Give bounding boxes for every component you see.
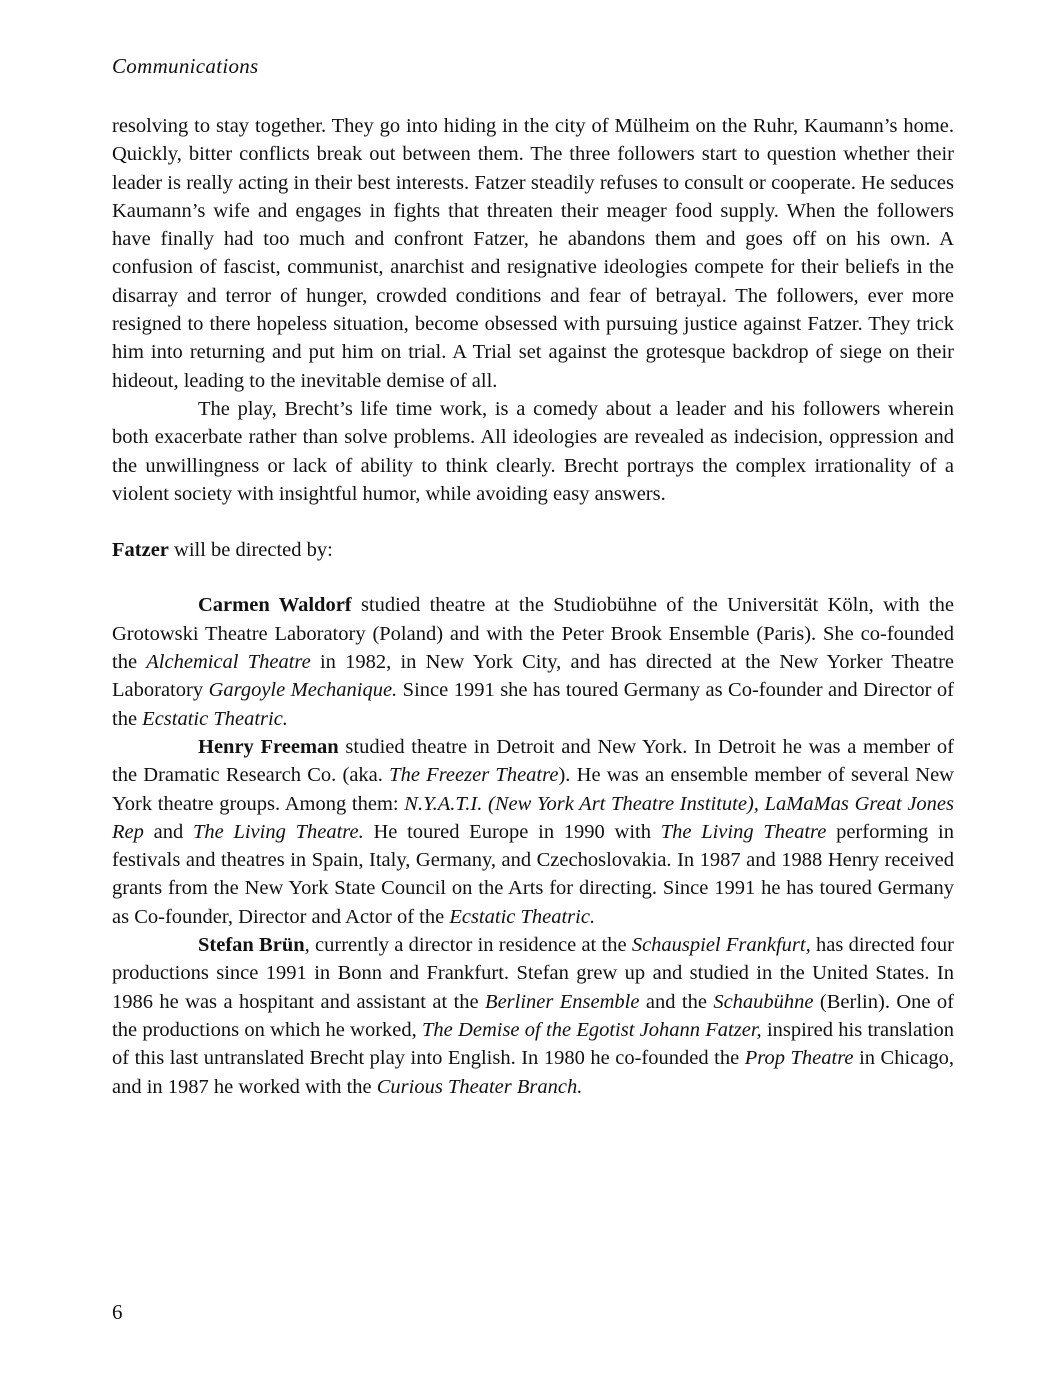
company-name: The Freezer Theatre [389,764,559,787]
bio-text: Since 1991 she has toured Germany as Co-founder and Director of the [112,679,954,730]
company-name: Ecstatic Theatric. [449,905,596,928]
company-name: Schauspiel Frankfurt, [631,934,811,957]
company-name: Prop Theatre [744,1047,854,1070]
bio-carmen-waldorf [112,591,954,732]
bio-text: inspired his translation of this last untranslated Brecht play into English. In 1980 he co-founded the [112,1018,954,1070]
bio-text: ). He was an ensemble member of several New York theatre groups. Among them: [112,764,954,815]
bio-text: studied theatre at the Studiobühne of the Universität Köln, with the Grotowski Theatre Laboratory (Poland) and with the Peter Brook Ensemble (Paris). She co-founded the [112,594,954,674]
bio-text: (Berlin). One of the productions on which he worked, [112,990,954,1041]
bio-text: and [143,820,193,843]
directed-by-heading [112,536,954,564]
company-name: Ecstatic Theatric. [142,707,288,730]
synopsis-paragraph-2: The play, Brecht’s life time work, is a comedy about a leader and his followers wherein both exacerbate rather than solve problems. All ideologies are revealed as indecision, oppression and the unwillingness or lack of ability to think clearly. Brecht portrays the complex irrationality of a violent society with insightful humor, while avoiding easy answers. [112,397,954,505]
production-title: The Demise of the Egotist Johann Fatzer, [422,1018,762,1041]
play-title: Fatzer [112,539,169,562]
running-head: Communications [112,54,259,78]
bio-text: in 1982, in New York City, and has directed at the New Yorker Theatre Laboratory [112,651,954,702]
company-name: Berliner Ensemble [485,990,640,1013]
company-name: Schaubühne [713,990,814,1013]
directed-by-text: will be directed by: [168,539,333,562]
production-title: Gargoyle Mechanique. [208,679,398,702]
paragraph-gap [112,508,954,536]
synopsis-paragraph-1: resolving to stay together. They go into hiding in the city of Mülheim on the Ruhr, Kaumann’s home. Quickly, bitter conflicts break out between them. The three followers start to question whether their leader is really acting in their best interests. Fatzer steadily refuses to consult or cooperate. He seduces Kaumann’s wife and engages in fights that threaten their meager food supply. When the followers have finally had too much and confront Fatzer, he abandons them and goes off on his own. A confusion of fascist, communist, anarchist and resignative ideologies compete for their beliefs in the disarray and terror of hunger, crowded conditions and fear of betrayal. The followers, ever more resigned to there hopeless situation, become obsessed with pursuing justice against Fatzer. They trick him into returning and put him on trial. A Trial set against the grotesque backdrop of siege on their hideout, leading to the inevitable demise of all. [112,115,954,392]
bio-text: , currently a director in residence at the [304,934,632,957]
bio-text: and the [639,990,714,1013]
company-name: N.Y.A.T.I. (New York Art Theatre Institute), LaMaMas Great Jones Rep [112,792,954,843]
bio-text: performing in festivals and theatres in Spain, Italy, Germany, and Czechoslovakia. In 1987 and 1988 Henry received grants from the New York State Council on the Arts for directing. Since 1991 he has toured Germany as Co-founder, Director and Actor of the [112,820,954,928]
bio-stefan-bruen [112,931,954,1101]
paragraph-gap [112,564,954,591]
page-number: 6 [112,1300,123,1324]
bio-text: He toured Europe in 1990 with [363,820,661,843]
body-text [112,112,954,1101]
company-name: Alchemical Theatre [146,651,311,674]
company-name: The Living Theatre [660,820,827,843]
company-name: Curious Theater Branch. [376,1075,583,1098]
bio-text: studied theatre in Detroit and New York. In Detroit he was a member of the Dramatic Research Co. (aka. [112,735,954,787]
bio-name: Carmen Waldorf [198,594,352,617]
company-name: The Living Theatre. [192,820,364,843]
bio-text: in Chicago, and in 1987 he worked with the [112,1047,954,1098]
bio-name: Henry Freeman [198,735,339,758]
bio-text: has directed four productions since 1991 in Bonn and Frankfurt. Stefan grew up and studied in the United States. In 1986 he was a hospitant and assistant at the [112,934,954,1013]
bio-name: Stefan Brün [198,934,305,957]
bio-henry-freeman [112,733,954,931]
